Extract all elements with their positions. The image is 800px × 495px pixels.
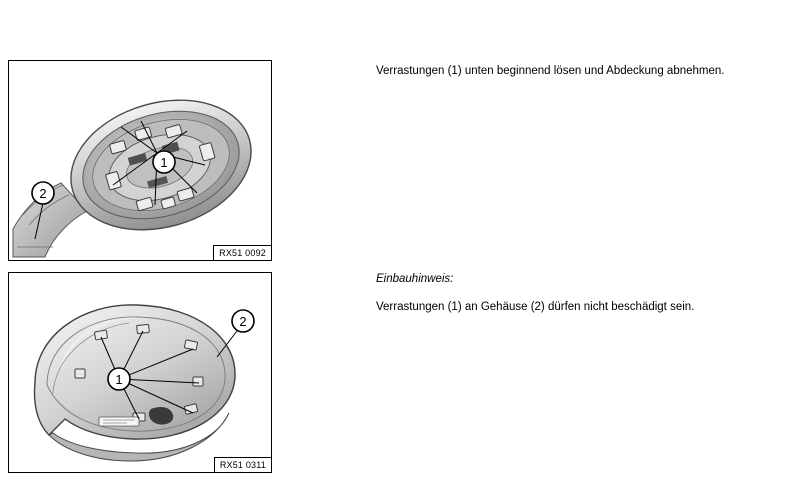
figure-panel-2 bbox=[8, 272, 272, 473]
instruction-step-text: Verrastungen (1) unten beginnend lösen und Abdeckung abnehmen. bbox=[376, 65, 725, 77]
callout-2 bbox=[232, 310, 254, 332]
callout-1 bbox=[153, 151, 175, 173]
installation-note-heading: Einbauhinweis: bbox=[376, 273, 454, 285]
instruction-text-column bbox=[376, 0, 786, 495]
figure-panel-1 bbox=[8, 60, 272, 261]
callout-1-label: 1 bbox=[115, 372, 123, 387]
callout-1-label: 1 bbox=[160, 155, 168, 170]
figure-1-caption: RX51 0092 bbox=[213, 245, 271, 260]
callout-2 bbox=[32, 182, 54, 204]
callout-2-label: 2 bbox=[39, 186, 47, 201]
callout-2-label: 2 bbox=[239, 314, 247, 329]
installation-note-text: Verrastungen (1) an Gehäuse (2) dürfen nicht beschädigt sein. bbox=[376, 301, 695, 313]
callout-1 bbox=[108, 368, 130, 390]
figure-2-caption: RX51 0311 bbox=[214, 457, 271, 472]
mirror-housing-illustration bbox=[9, 273, 271, 472]
mirror-cover-removal-illustration bbox=[9, 61, 271, 260]
